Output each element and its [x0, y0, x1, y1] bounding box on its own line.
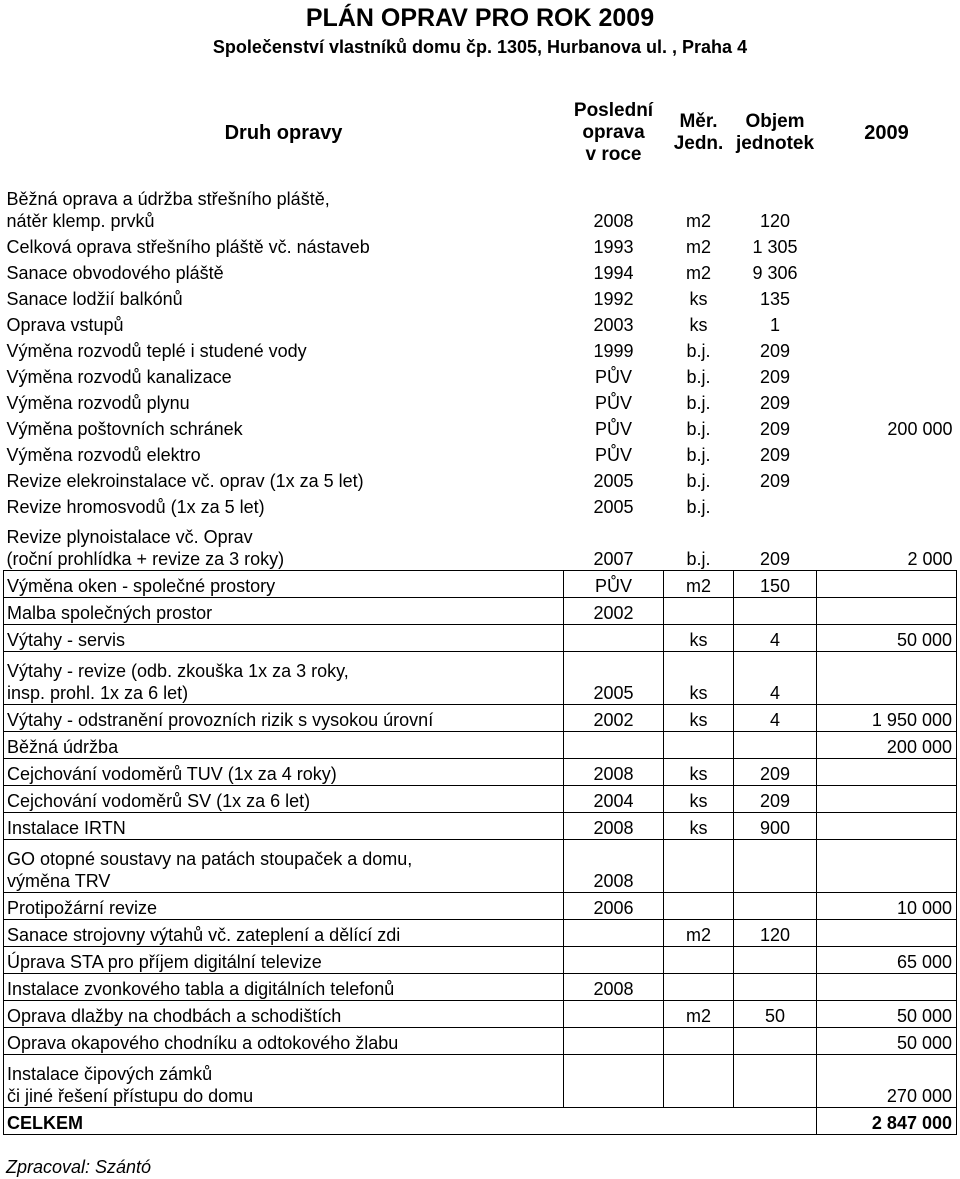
repair-type-cell — [4, 466, 564, 492]
unit-cell: m2 — [685, 263, 711, 283]
unit-cell — [664, 732, 734, 759]
cost-2009-cell — [817, 310, 957, 336]
repair-type-line: Výměna rozvodů elektro — [6, 445, 201, 465]
table-row — [4, 625, 957, 652]
unit-cell: m2 — [685, 237, 711, 257]
cost-2009-cell — [817, 571, 957, 598]
repair-type-line: Malba společných prostor — [7, 603, 213, 623]
last-repair-year-cell — [564, 920, 664, 947]
quantity-cell — [734, 840, 817, 893]
unit-cell: b.j. — [686, 471, 711, 491]
cost-2009-cell — [817, 492, 957, 518]
repair-type-cell — [4, 440, 564, 466]
header-unit — [664, 86, 734, 180]
table-row — [4, 440, 957, 466]
last-repair-year-cell: 2005 — [564, 652, 664, 705]
cost-2009-cell — [817, 466, 957, 492]
repair-type-line: Výměna rozvodů kanalizace — [6, 367, 232, 387]
quantity-cell: 209 — [759, 341, 791, 361]
repair-type-cell — [4, 625, 564, 652]
repair-plan-table — [3, 86, 957, 1135]
table-row — [4, 1001, 957, 1028]
header-unit-line: Jedn. — [673, 133, 724, 154]
cost-2009-cell: 270 000 — [817, 1055, 957, 1108]
header-last-repair — [564, 86, 664, 180]
cost-2009-cell: 10 000 — [817, 893, 957, 920]
repair-type-cell — [4, 258, 564, 284]
table-row — [4, 813, 957, 840]
repair-type-cell — [4, 284, 564, 310]
last-repair-year-cell — [564, 732, 664, 759]
repair-type-cell — [4, 388, 564, 414]
last-repair-year-cell: 2008 — [564, 813, 664, 840]
header-volume-line: jednotek — [735, 133, 815, 154]
repair-type-line: Oprava dlažby na chodbách a schodištích — [7, 1006, 342, 1026]
repair-type-line: Instalace IRTN — [7, 818, 126, 838]
cost-2009-cell — [817, 258, 957, 284]
last-repair-year-cell: PŮV — [594, 393, 632, 413]
cost-2009-cell — [817, 336, 957, 362]
unit-cell: ks — [664, 705, 734, 732]
repair-type-line: Oprava okapového chodníku a odtokového žlabu — [7, 1033, 399, 1053]
repair-type-line: Běžná údržba — [7, 737, 119, 757]
unit-cell — [664, 598, 734, 625]
quantity-cell — [734, 598, 817, 625]
repair-type-line: Úprava STA pro příjem digitální televize — [7, 952, 322, 972]
unit-cell — [664, 1028, 734, 1055]
repair-type-line: Výměna oken - společné prostory — [7, 576, 276, 596]
repair-type-cell — [4, 786, 564, 813]
repair-type-cell — [4, 414, 564, 440]
repair-type-line: Oprava vstupů — [6, 315, 124, 335]
total-cost: 2 847 000 — [817, 1108, 957, 1135]
cost-2009-cell — [817, 759, 957, 786]
cost-2009-cell — [817, 840, 957, 893]
quantity-cell: 209 — [734, 759, 817, 786]
table-row — [4, 652, 957, 705]
cost-2009-cell: 50 000 — [817, 1001, 957, 1028]
last-repair-year-cell: 2005 — [593, 497, 634, 517]
last-repair-year-cell — [564, 1028, 664, 1055]
quantity-cell: 209 — [759, 549, 791, 569]
cost-2009-cell: 200 000 — [817, 732, 957, 759]
unit-cell: ks — [664, 652, 734, 705]
quantity-cell: 4 — [734, 705, 817, 732]
table-row — [4, 732, 957, 759]
last-repair-year-cell: 2005 — [593, 471, 634, 491]
table-row — [4, 947, 957, 974]
repair-type-cell — [4, 920, 564, 947]
last-repair-year-cell: PŮV — [564, 571, 664, 598]
repair-type-line: výměna TRV — [7, 871, 111, 891]
repair-type-cell — [4, 893, 564, 920]
table-row — [4, 388, 957, 414]
table-row — [4, 840, 957, 893]
table-row — [4, 466, 957, 492]
repair-type-line: Revize elekroinstalace vč. oprav (1x za 5 let) — [6, 471, 364, 491]
repair-type-cell — [4, 813, 564, 840]
unit-cell — [664, 840, 734, 893]
unit-cell: b.j. — [686, 419, 711, 439]
unit-cell: m2 — [664, 920, 734, 947]
header-last-repair-line: Poslední — [573, 100, 654, 121]
repair-type-line: Instalace čipových zámků — [7, 1064, 213, 1084]
repair-type-line: Protipožární revize — [7, 898, 158, 918]
last-repair-year-cell: PŮV — [594, 367, 632, 387]
quantity-cell: 135 — [759, 289, 791, 309]
repair-type-cell — [4, 310, 564, 336]
unit-cell: b.j. — [686, 549, 711, 569]
last-repair-year-cell: PŮV — [594, 419, 632, 439]
repair-type-cell — [4, 180, 564, 232]
quantity-cell: 120 — [734, 920, 817, 947]
last-repair-year-cell: 1999 — [593, 341, 634, 361]
quantity-cell: 900 — [734, 813, 817, 840]
unit-cell: ks — [689, 315, 708, 335]
last-repair-year-cell: 2008 — [593, 211, 634, 231]
table-row — [4, 920, 957, 947]
last-repair-year-cell: 1994 — [593, 263, 634, 283]
table-row — [4, 759, 957, 786]
header-volume — [734, 86, 817, 180]
table-row — [4, 571, 957, 598]
repair-type-cell — [4, 840, 564, 893]
last-repair-year-cell: 2008 — [564, 840, 664, 893]
repair-type-cell — [4, 652, 564, 705]
last-repair-year-cell: 2006 — [564, 893, 664, 920]
cost-2009-cell: 65 000 — [817, 947, 957, 974]
cost-2009-cell: 1 950 000 — [817, 705, 957, 732]
repair-type-line: Instalace zvonkového tabla a digitálních telefonů — [7, 979, 395, 999]
repair-type-cell — [4, 705, 564, 732]
quantity-cell — [734, 947, 817, 974]
unit-cell: b.j. — [686, 445, 711, 465]
page-title: PLÁN OPRAV PRO ROK 2009 — [305, 4, 655, 32]
repair-type-cell — [4, 518, 564, 571]
quantity-cell — [734, 893, 817, 920]
cost-2009-cell — [817, 180, 957, 232]
table-row — [4, 284, 957, 310]
table-row — [4, 310, 957, 336]
quantity-cell: 209 — [759, 471, 791, 491]
repair-type-line: GO otopné soustavy na patách stoupaček a domu, — [7, 849, 413, 869]
repair-type-line: Výtahy - revize (odb. zkouška 1x za 3 roky, — [7, 661, 349, 681]
header-repair-type: Druh opravy — [224, 122, 343, 144]
repair-type-line: Sanace lodžií balkónů — [6, 289, 183, 309]
cost-2009-cell — [817, 388, 957, 414]
unit-cell: b.j. — [686, 341, 711, 361]
unit-cell — [664, 1055, 734, 1108]
quantity-cell — [734, 1028, 817, 1055]
repair-type-line: insp. prohl. 1x za 6 let) — [7, 683, 189, 703]
cost-2009-cell — [817, 786, 957, 813]
repair-type-cell — [4, 571, 564, 598]
header-unit-line: Měr. — [679, 111, 718, 132]
table-row — [4, 974, 957, 1001]
repair-type-cell — [4, 1028, 564, 1055]
table-row — [4, 1028, 957, 1055]
quantity-cell: 209 — [759, 445, 791, 465]
table-row — [4, 336, 957, 362]
quantity-cell — [734, 974, 817, 1001]
last-repair-year-cell — [564, 1001, 664, 1028]
unit-cell: b.j. — [686, 497, 711, 517]
repair-type-line: Celková oprava střešního pláště vč. nástaveb — [6, 237, 370, 257]
repair-type-line: Sanace strojovny výtahů vč. zateplení a dělící zdi — [7, 925, 401, 945]
quantity-cell: 150 — [734, 571, 817, 598]
last-repair-year-cell: 2002 — [564, 705, 664, 732]
repair-type-line: Výtahy - servis — [7, 630, 126, 650]
last-repair-year-cell — [564, 1055, 664, 1108]
quantity-cell: 209 — [734, 786, 817, 813]
cost-2009-cell — [817, 362, 957, 388]
header-last-repair-line: oprava — [582, 122, 645, 143]
page-subtitle: Společenství vlastníků domu čp. 1305, Hurbanova ul. , Praha 4 — [212, 37, 748, 57]
repair-type-line: Výtahy - odstranění provozních rizik s vysokou úrovní — [7, 710, 434, 730]
unit-cell — [664, 893, 734, 920]
last-repair-year-cell: 2002 — [564, 598, 664, 625]
repair-type-line: Cejchování vodoměrů SV (1x za 6 let) — [7, 791, 311, 811]
table-row — [4, 518, 957, 571]
repair-type-cell — [4, 1055, 564, 1108]
quantity-cell: 209 — [759, 419, 791, 439]
unit-cell: ks — [664, 759, 734, 786]
quantity-cell — [734, 1055, 817, 1108]
repair-type-line: Revize plynoistalace vč. Oprav — [6, 527, 253, 547]
last-repair-year-cell: 1993 — [593, 237, 634, 257]
repair-type-line: Sanace obvodového pláště — [6, 263, 224, 283]
repair-type-cell — [4, 232, 564, 258]
repair-type-cell — [4, 336, 564, 362]
unit-cell: b.j. — [686, 367, 711, 387]
quantity-cell: 4 — [734, 652, 817, 705]
last-repair-year-cell: 2003 — [593, 315, 634, 335]
unit-cell: m2 — [685, 211, 711, 231]
cost-2009-cell: 50 000 — [817, 1028, 957, 1055]
cost-2009-cell — [817, 652, 957, 705]
table-row — [4, 362, 957, 388]
repair-type-cell — [4, 974, 564, 1001]
last-repair-year-cell: PŮV — [594, 445, 632, 465]
unit-cell: ks — [664, 813, 734, 840]
table-row — [4, 258, 957, 284]
quantity-cell: 120 — [759, 211, 791, 231]
quantity-cell: 4 — [734, 625, 817, 652]
cost-2009-cell — [817, 284, 957, 310]
unit-cell: m2 — [664, 1001, 734, 1028]
cost-2009-cell — [817, 813, 957, 840]
quantity-cell: 9 306 — [752, 263, 798, 283]
unit-cell: ks — [689, 289, 708, 309]
repair-type-cell — [4, 598, 564, 625]
repair-type-line: Běžná oprava a údržba střešního pláště, — [6, 189, 330, 209]
unit-cell: m2 — [664, 571, 734, 598]
header-row — [4, 86, 957, 180]
header-volume-line: Objem — [745, 111, 805, 132]
prepared-by: Zpracoval: Szántó — [6, 1157, 152, 1177]
total-label: CELKEM — [4, 1108, 817, 1135]
last-repair-year-cell — [564, 947, 664, 974]
header-cost-2009: 2009 — [864, 122, 909, 144]
last-repair-year-cell: 2008 — [564, 974, 664, 1001]
table-row — [4, 492, 957, 518]
table-row — [4, 414, 957, 440]
table-row — [4, 1055, 957, 1108]
repair-type-line: nátěr klemp. prvků — [6, 211, 155, 231]
repair-type-line: Cejchování vodoměrů TUV (1x za 4 roky) — [7, 764, 337, 784]
unit-cell: b.j. — [686, 393, 711, 413]
repair-type-line: Výměna poštovních schránek — [6, 419, 243, 439]
last-repair-year-cell: 2008 — [564, 759, 664, 786]
quantity-cell — [734, 732, 817, 759]
table-row — [4, 180, 957, 232]
cost-2009-cell — [817, 598, 957, 625]
cost-2009-cell — [817, 974, 957, 1001]
quantity-cell: 209 — [759, 367, 791, 387]
repair-type-cell — [4, 759, 564, 786]
repair-type-cell — [4, 1001, 564, 1028]
quantity-cell: 50 — [734, 1001, 817, 1028]
unit-cell — [664, 947, 734, 974]
cost-2009-cell — [817, 920, 957, 947]
repair-type-cell — [4, 362, 564, 388]
cost-2009-cell — [817, 232, 957, 258]
last-repair-year-cell: 2004 — [564, 786, 664, 813]
repair-type-line: Výměna rozvodů teplé i studené vody — [6, 341, 307, 361]
last-repair-year-cell: 2007 — [593, 549, 634, 569]
repair-type-cell — [4, 947, 564, 974]
cost-2009-cell: 200 000 — [887, 419, 953, 439]
quantity-cell — [734, 492, 817, 518]
cost-2009-cell — [817, 440, 957, 466]
quantity-cell: 1 305 — [752, 237, 798, 257]
last-repair-year-cell — [564, 625, 664, 652]
table-row — [4, 705, 957, 732]
repair-type-line: (roční prohlídka + revize za 3 roky) — [6, 549, 285, 569]
table-row — [4, 598, 957, 625]
table-row — [4, 893, 957, 920]
table-row — [4, 232, 957, 258]
repair-type-line: Výměna rozvodů plynu — [6, 393, 190, 413]
repair-type-cell — [4, 732, 564, 759]
table-row — [4, 786, 957, 813]
cost-2009-cell: 2 000 — [907, 549, 953, 569]
repair-type-line: Revize hromosvodů (1x za 5 let) — [6, 497, 265, 517]
repair-type-cell — [4, 492, 564, 518]
unit-cell: ks — [664, 786, 734, 813]
cost-2009-cell: 50 000 — [817, 625, 957, 652]
total-row — [4, 1108, 957, 1135]
last-repair-year-cell: 1992 — [593, 289, 634, 309]
unit-cell — [664, 974, 734, 1001]
unit-cell: ks — [664, 625, 734, 652]
header-last-repair-line: v roce — [585, 144, 642, 165]
quantity-cell: 1 — [769, 315, 780, 335]
repair-type-line: či jiné řešení přístupu do domu — [7, 1086, 254, 1106]
quantity-cell: 209 — [759, 393, 791, 413]
